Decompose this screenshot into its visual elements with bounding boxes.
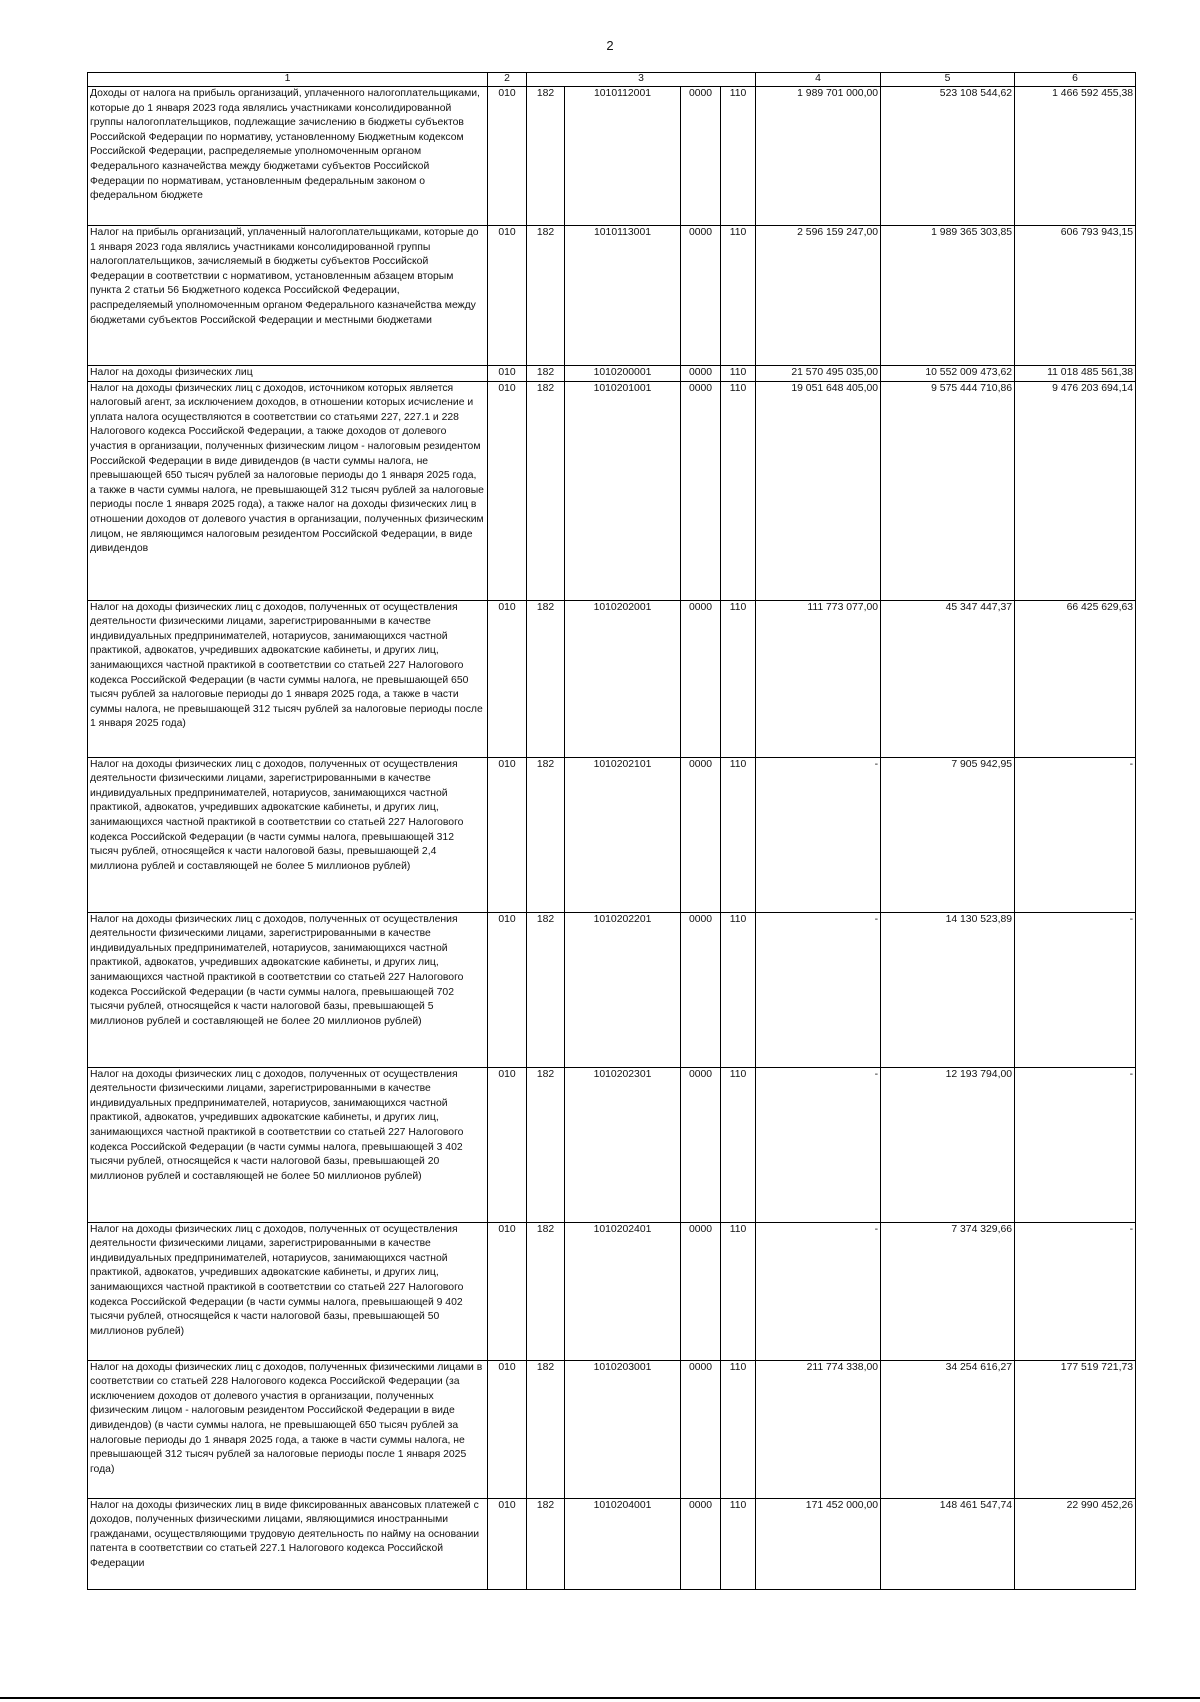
row-code-part: 182 — [527, 381, 565, 600]
row-code-part: 110 — [721, 912, 756, 1067]
row-planned-value: - — [756, 757, 881, 912]
row-remaining-value: 1 466 592 455,38 — [1015, 87, 1136, 226]
row-code-part: 110 — [721, 1360, 756, 1498]
header-col-3: 3 — [527, 73, 756, 87]
row-executed-value: 12 193 794,00 — [881, 1067, 1015, 1222]
row-executed-value: 523 108 544,62 — [881, 87, 1015, 226]
row-description: Налог на доходы физических лиц с доходов, полученных от осуществления деятельности физическими лицами, зарегистрированными в качестве индивидуальных предпринимателей, нотариусов, занимающихся частной практикой, адвокатов, учредивших адвокатские кабинеты, и других лиц, занимающихся частной практикой в соответствии со статьей 227 Налогового кодекса Российской Федерации (в части суммы налога, превышающей 312 тысяч рублей, относящейся к части налоговой базы, превышающей 2,4 миллиона рублей и составляющей не более 5 миллионов рублей) — [88, 757, 488, 912]
row-planned-value: 171 452 000,00 — [756, 1498, 881, 1589]
row-description: Налог на прибыль организаций, уплаченный налогоплательщиками, которые до 1 января 2023 года являлись участниками консолидированной группы налогоплательщиков, зачисляемый в бюджеты субъектов Российской Федерации в соответствии с нормативом, установленным абзацем вторым пункта 2 статьи 56 Бюджетного кодекса Российской Федерации, распределяемый уполномоченным органом Федерального казначейства между бюджетами субъектов Российской Федерации и местными бюджетами — [88, 226, 488, 366]
row-remaining-value: 66 425 629,63 — [1015, 600, 1136, 757]
row-planned-value: 111 773 077,00 — [756, 600, 881, 757]
row-classification-code: 1010204001 — [565, 1498, 681, 1589]
row-code-part: 0000 — [681, 600, 721, 757]
table-row — [88, 381, 1136, 600]
row-code-part: 0000 — [681, 87, 721, 226]
row-code-part: 182 — [527, 87, 565, 226]
row-planned-value: 1 989 701 000,00 — [756, 87, 881, 226]
page-number: 2 — [606, 38, 614, 53]
row-code-part: 110 — [721, 87, 756, 226]
row-code-part: 010 — [488, 912, 527, 1067]
row-remaining-value: 177 519 721,73 — [1015, 1360, 1136, 1498]
header-col-6: 6 — [1015, 73, 1136, 87]
row-code-part: 182 — [527, 366, 565, 382]
row-code-part: 010 — [488, 381, 527, 600]
table-header-row — [88, 73, 1136, 87]
row-code-part: 0000 — [681, 1498, 721, 1589]
row-remaining-value: - — [1015, 757, 1136, 912]
header-col-1: 1 — [88, 73, 488, 87]
row-remaining-value: 11 018 485 561,38 — [1015, 366, 1136, 382]
table-row — [88, 1222, 1136, 1360]
row-code-part: 010 — [488, 87, 527, 226]
row-code-part: 182 — [527, 1222, 565, 1360]
row-executed-value: 7 374 329,66 — [881, 1222, 1015, 1360]
row-code-part: 110 — [721, 226, 756, 366]
row-remaining-value: - — [1015, 1067, 1136, 1222]
row-executed-value: 45 347 447,37 — [881, 600, 1015, 757]
row-description: Налог на доходы физических лиц с доходов, полученных от осуществления деятельности физическими лицами, зарегистрированными в качестве индивидуальных предпринимателей, нотариусов, занимающихся частной практикой, адвокатов, учредивших адвокатские кабинеты, и других лиц, занимающихся частной практикой в соответствии со статьей 227 Налогового кодекса Российской Федерации (в части суммы налога, превышающей 702 тысячи рублей, относящейся к части налоговой базы, превышающей 5 миллионов рублей и составляющей не более 20 миллионов рублей) — [88, 912, 488, 1067]
row-code-part: 110 — [721, 757, 756, 912]
row-planned-value: - — [756, 1067, 881, 1222]
row-remaining-value: 606 793 943,15 — [1015, 226, 1136, 366]
row-classification-code: 1010202301 — [565, 1067, 681, 1222]
row-classification-code: 1010112001 — [565, 87, 681, 226]
row-executed-value: 148 461 547,74 — [881, 1498, 1015, 1589]
row-planned-value: - — [756, 1222, 881, 1360]
table-row — [88, 912, 1136, 1067]
row-description: Налог на доходы физических лиц с доходов, источником которых является налоговый агент, за исключением доходов, в отношении которых исчисление и уплата налога осуществляются в соответствии со статьями 227, 227.1 и 228 Налогового кодекса Российской Федерации, а также доходов от долевого участия в организации, полученных физическим лицом - налоговым резидентом Российской Федерации в виде дивидендов (в части суммы налога, не превышающей 650 тысяч рублей за налоговые периоды до 1 января 2025 года, а также в части суммы налога, не превышающей 312 тысяч рублей за налоговые периоды после 1 января 2025 года), а также налог на доходы физических лиц в отношении доходов от долевого участия в организации, полученных физическим лицом, не являющимся налоговым резидентом Российской Федерации, в виде дивидендов — [88, 381, 488, 600]
row-remaining-value: - — [1015, 912, 1136, 1067]
row-classification-code: 1010203001 — [565, 1360, 681, 1498]
row-remaining-value: - — [1015, 1222, 1136, 1360]
row-code-part: 010 — [488, 757, 527, 912]
header-col-2: 2 — [488, 73, 527, 87]
row-classification-code: 1010202101 — [565, 757, 681, 912]
row-code-part: 0000 — [681, 1067, 721, 1222]
table-row — [88, 757, 1136, 912]
row-executed-value: 1 989 365 303,85 — [881, 226, 1015, 366]
row-executed-value: 9 575 444 710,86 — [881, 381, 1015, 600]
row-code-part: 0000 — [681, 366, 721, 382]
row-planned-value: 211 774 338,00 — [756, 1360, 881, 1498]
table-row — [88, 1067, 1136, 1222]
row-code-part: 182 — [527, 912, 565, 1067]
row-executed-value: 14 130 523,89 — [881, 912, 1015, 1067]
row-code-part: 110 — [721, 1498, 756, 1589]
row-code-part: 182 — [527, 600, 565, 757]
row-description: Налог на доходы физических лиц с доходов, полученных физическими лицами в соответствии со статьей 228 Налогового кодекса Российской Федерации (за исключением доходов от долевого участия в организации, полученных физическим лицом - налоговым резидентом Российской Федерации в виде дивидендов) (в части суммы налога, не превышающей 650 тысяч рублей за налоговые периоды до 1 января 2025 года, а также в части суммы налога, не превышающей 312 тысяч рублей за налоговые периоды после 1 января 2025 года) — [88, 1360, 488, 1498]
row-executed-value: 7 905 942,95 — [881, 757, 1015, 912]
table-row — [88, 1498, 1136, 1589]
row-code-part: 182 — [527, 1498, 565, 1589]
row-executed-value: 34 254 616,27 — [881, 1360, 1015, 1498]
row-code-part: 010 — [488, 366, 527, 382]
row-code-part: 010 — [488, 1222, 527, 1360]
row-code-part: 010 — [488, 1067, 527, 1222]
row-code-part: 0000 — [681, 912, 721, 1067]
row-code-part: 0000 — [681, 1222, 721, 1360]
row-code-part: 0000 — [681, 226, 721, 366]
table-row — [88, 600, 1136, 757]
row-planned-value: - — [756, 912, 881, 1067]
row-classification-code: 1010113001 — [565, 226, 681, 366]
table-row — [88, 226, 1136, 366]
row-classification-code: 1010202401 — [565, 1222, 681, 1360]
row-code-part: 010 — [488, 1498, 527, 1589]
table-row — [88, 87, 1136, 226]
row-classification-code: 1010200001 — [565, 366, 681, 382]
budget-revenue-table — [87, 72, 1136, 1590]
row-remaining-value: 22 990 452,26 — [1015, 1498, 1136, 1589]
row-description: Налог на доходы физических лиц с доходов, полученных от осуществления деятельности физическими лицами, зарегистрированными в качестве индивидуальных предпринимателей, нотариусов, занимающихся частной практикой, адвокатов, учредивших адвокатские кабинеты, и других лиц, занимающихся частной практикой в соответствии со статьей 227 Налогового кодекса Российской Федерации (в части суммы налога, превышающей 3 402 тысячи рублей, относящейся к части налоговой базы, превышающей 20 миллионов рублей и составляющей не более 50 миллионов рублей) — [88, 1067, 488, 1222]
row-code-part: 182 — [527, 1067, 565, 1222]
row-code-part: 110 — [721, 600, 756, 757]
row-remaining-value: 9 476 203 694,14 — [1015, 381, 1136, 600]
row-description: Налог на доходы физических лиц в виде фиксированных авансовых платежей с доходов, полученных физическими лицами, являющимися иностранными гражданами, осуществляющими трудовую деятельность по найму на основании патента в соответствии со статьей 227.1 Налогового кодекса Российской Федерации — [88, 1498, 488, 1589]
row-code-part: 182 — [527, 226, 565, 366]
page-bottom-border — [0, 1697, 1200, 1699]
row-description: Доходы от налога на прибыль организаций, уплаченного налогоплательщиками, которые до 1 января 2023 года являлись участниками консолидированной группы налогоплательщиков, подлежащие зачислению в бюджеты субъектов Российской Федерации по нормативу, установленному Бюджетным кодексом Российской Федерации, распределяемые уполномоченным органом Федерального казначейства между бюджетами субъектов Российской Федерации по нормативам, установленным федеральным законом о федеральном бюджете — [88, 87, 488, 226]
row-classification-code: 1010202001 — [565, 600, 681, 757]
row-code-part: 182 — [527, 1360, 565, 1498]
row-code-part: 010 — [488, 1360, 527, 1498]
row-code-part: 010 — [488, 226, 527, 366]
row-code-part: 0000 — [681, 757, 721, 912]
row-code-part: 110 — [721, 381, 756, 600]
row-code-part: 110 — [721, 1067, 756, 1222]
row-code-part: 182 — [527, 757, 565, 912]
row-description: Налог на доходы физических лиц с доходов, полученных от осуществления деятельности физическими лицами, зарегистрированными в качестве индивидуальных предпринимателей, нотариусов, занимающихся частной практикой, адвокатов, учредивших адвокатские кабинеты, и других лиц, занимающихся частной практикой в соответствии со статьей 227 Налогового кодекса Российской Федерации (в части суммы налога, превышающей 9 402 тысячи рублей, относящейся к части налоговой базы, превышающей 50 миллионов рублей) — [88, 1222, 488, 1360]
row-planned-value: 2 596 159 247,00 — [756, 226, 881, 366]
table-row — [88, 366, 1136, 382]
row-executed-value: 10 552 009 473,62 — [881, 366, 1015, 382]
row-description: Налог на доходы физических лиц с доходов, полученных от осуществления деятельности физическими лицами, зарегистрированными в качестве индивидуальных предпринимателей, нотариусов, занимающихся частной практикой, адвокатов, учредивших адвокатские кабинеты, и других лиц, занимающихся частной практикой в соответствии со статьей 227 Налогового кодекса Российской Федерации (в части суммы налога, не превышающей 650 тысяч рублей за налоговые периоды до 1 января 2025 года, а также в части суммы налога, не превышающей 312 тысяч рублей за налоговые периоды после 1 января 2025 года) — [88, 600, 488, 757]
row-code-part: 110 — [721, 1222, 756, 1360]
row-planned-value: 21 570 495 035,00 — [756, 366, 881, 382]
row-code-part: 0000 — [681, 1360, 721, 1498]
row-code-part: 010 — [488, 600, 527, 757]
row-code-part: 0000 — [681, 381, 721, 600]
row-code-part: 110 — [721, 366, 756, 382]
row-classification-code: 1010202201 — [565, 912, 681, 1067]
row-classification-code: 1010201001 — [565, 381, 681, 600]
table-row — [88, 1360, 1136, 1498]
header-col-4: 4 — [756, 73, 881, 87]
header-col-5: 5 — [881, 73, 1015, 87]
row-planned-value: 19 051 648 405,00 — [756, 381, 881, 600]
row-description: Налог на доходы физических лиц — [88, 366, 488, 382]
